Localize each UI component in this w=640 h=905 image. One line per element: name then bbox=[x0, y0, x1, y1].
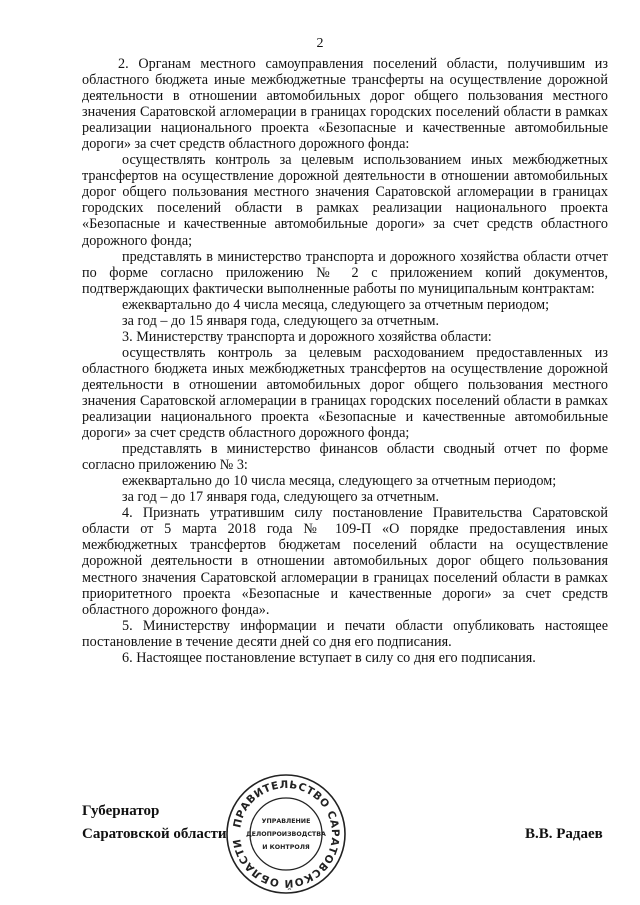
stamp-center-line1: УПРАВЛЕНИЕ bbox=[261, 818, 311, 825]
official-stamp bbox=[224, 772, 348, 896]
signature-title-line1: Губернатор bbox=[82, 803, 160, 819]
stamp-center-line2: ДЕЛОПРОИЗВОДСТВА bbox=[246, 831, 326, 838]
paragraph-6: 6. Настоящее постановление вступает в силу со дня его подписания. bbox=[122, 649, 536, 666]
paragraph-3-annual: за год – до 17 января года, следующего за отчетным. bbox=[122, 489, 440, 506]
paragraph-4: 4. Признать утратившим силу постановление Правительства Саратовской области от 5 марта 2018 года № 109-П «О порядке предоставления иных межбюджетных трансфертов бюджетам поселений области на осуществление дорожной деятельности в отношении автомобильных дорог общего пользования местного значения Саратовской агломерации в границах поселений области в рамках приоритетного проекта «Безопасные и качественные дороги» за счет средств областного дорожного фонда». bbox=[82, 505, 608, 618]
paragraph-3-quarterly: ежеквартально до 10 числа месяца, следующего за отчетным периодом; bbox=[122, 473, 557, 490]
paragraph-2-quarterly: ежеквартально до 4 числа месяца, следующего за отчетным периодом; bbox=[122, 296, 550, 313]
paragraph-2-report: представлять в министерство транспорта и дорожного хозяйства области отчет по форме согласно приложению № 2 с приложением копий документов, подтверждающих фактически выполненные работы по муниципальным контрактам: bbox=[82, 248, 608, 297]
paragraph-3: 3. Министерству транспорта и дорожного хозяйства области: bbox=[122, 328, 492, 345]
paragraph-5: 5. Министерству информации и печати области опубликовать настоящее постановление в течение десяти дней со дня его подписания. bbox=[82, 617, 608, 650]
signature-title-line2: Саратовской области bbox=[82, 826, 227, 842]
stamp-center-line3: И КОНТРОЛЯ bbox=[262, 844, 310, 851]
signature-title bbox=[82, 800, 227, 846]
signer-name: В.В. Радаев bbox=[525, 826, 603, 842]
page-number: 2 bbox=[316, 36, 324, 51]
paragraph-3-report: представлять в министерство финансов области сводный отчет по форме согласно приложению № 3: bbox=[82, 441, 608, 474]
document-body bbox=[82, 56, 608, 666]
paragraph-3-control: осуществлять контроль за целевым расходованием предоставленных из областного бюджета иных межбюджетных трансфертов на осуществление дорожной деятельности в отношении автомобильных дорог общего пользования местного значения Саратовской агломерации в границах городских поселений области в рамках реализации национального проекта «Безопасные и качественные автомобильные дороги» за счет средств областного дорожного фонда; bbox=[82, 344, 608, 442]
paragraph-2-annual: за год – до 15 января года, следующего за отчетным. bbox=[122, 312, 440, 329]
paragraph-2: 2. Органам местного самоуправления поселений области, получившим из областного бюджета иные межбюджетные трансферты на осуществление дорожной деятельности в отношении автомобильных дорог общего пользования местного значения Саратовской агломерации в границах городских поселений области в рамках реализации национального проекта «Безопасные и качественные автомобильные дороги» за счет средств областного дорожного фонда: bbox=[82, 56, 608, 153]
stamp-ring-text: ПРАВИТЕЛЬСТВО САРАТОВСКОЙ ОБЛАСТИ bbox=[231, 778, 342, 890]
paragraph-2-control: осуществлять контроль за целевым использованием иных межбюджетных трансфертов на осуществление дорожной деятельности в отношении автомобильных дорог общего пользования местного значения Саратовской агломерации в границах городских поселений области в рамках реализации национального проекта «Безопасные и качественные автомобильные дороги» за счет средств областного дорожного фонда; bbox=[82, 152, 608, 249]
